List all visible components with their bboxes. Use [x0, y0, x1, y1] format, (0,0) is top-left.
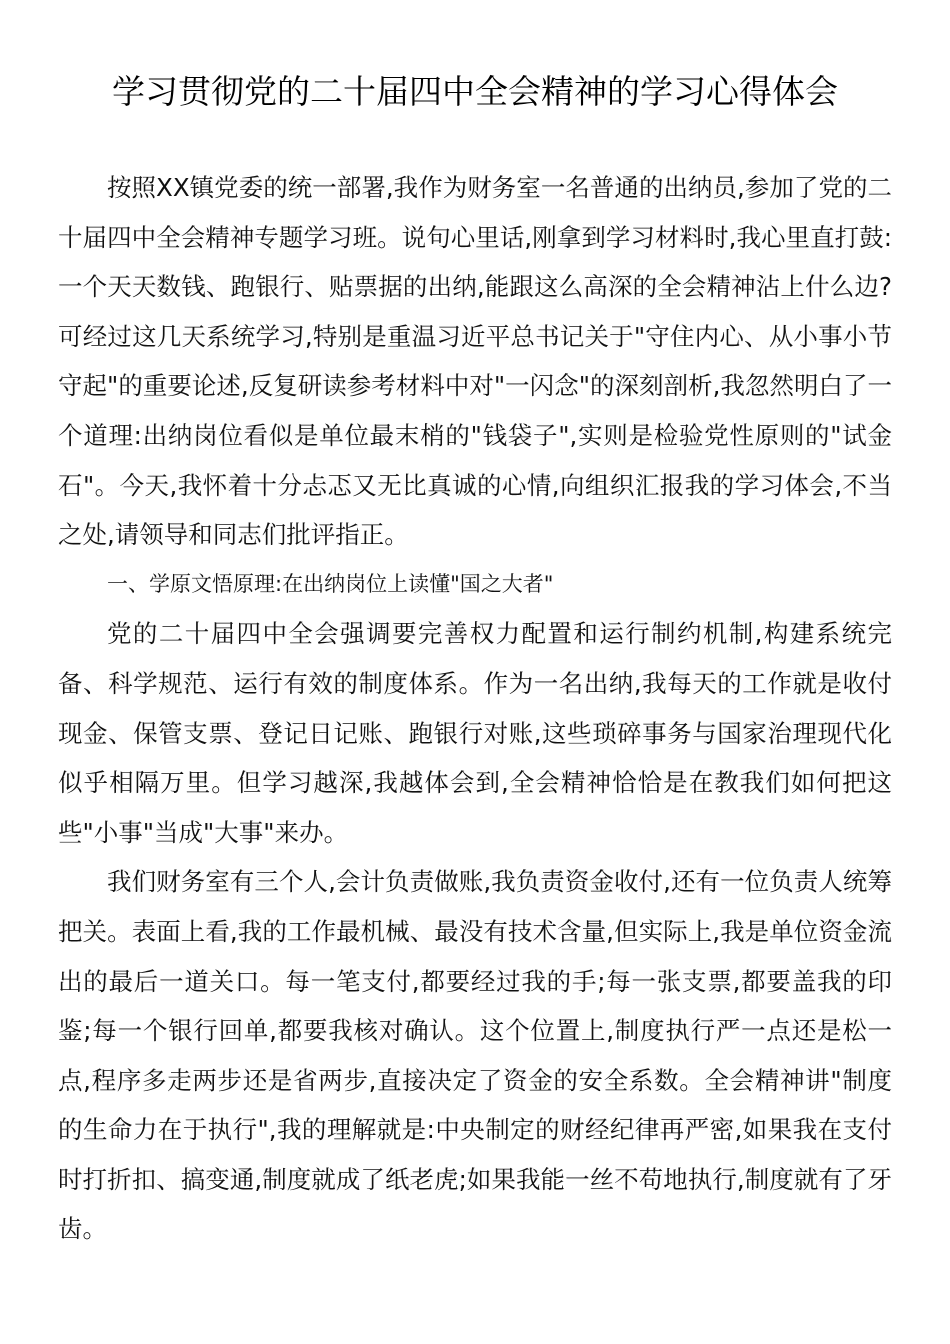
document-body — [58, 163, 892, 1254]
paragraph-intro: 按照XX镇党委的统一部署,我作为财务室一名普通的出纳员,参加了党的二十届四中全会精神专题学习班。说句心里话,刚拿到学习材料时,我心里直打鼓:一个天天数钱、跑银行、贴票据的出纳,能跟这么高深的全会精神沾上什么边?可经过这几天系统学习,特别是重温习近平总书记关于"守住内心、从小事小节守起"的重要论述,反复研读参考材料中对"一闪念"的深刻剖析,我忽然明白了一个道理:出纳岗位看似是单位最末梢的"钱袋子",实则是检验党性原则的"试金石"。今天,我怀着十分忐忑又无比真诚的心情,向组织汇报我的学习体会,不当之处,请领导和同志们批评指正。 — [58, 173, 892, 550]
paragraph-section1-1: 党的二十届四中全会强调要完善权力配置和运行制约机制,构建系统完备、科学规范、运行有效的制度体系。作为一名出纳,我每天的工作就是收付现金、保管支票、登记日记账、跑银行对账,这些琐碎事务与国家治理现代化似乎相隔万里。但学习越深,我越体会到,全会精神恰恰是在教我们如何把这些"小事"当成"大事"来办。 — [58, 619, 892, 847]
section-heading-1: 一、学原文悟原理:在出纳岗位上读懂"国之大者" — [107, 571, 554, 596]
paragraph-section1-2: 我们财务室有三个人,会计负责做账,我负责资金收付,还有一位负责人统筹把关。表面上看,我的工作最机械、最没有技术含量,但实际上,我是单位资金流出的最后一道关口。每一笔支付,都要经过我的手;每一张支票,都要盖我的印鉴;每一个银行回单,都要我核对确认。这个位置上,制度执行严一点还是松一点,程序多走两步还是省两步,直接决定了资金的安全系数。全会精神讲"制度的生命力在于执行",我的理解就是:中央制定的财经纪律再严密,如果我在支付时打折扣、搞变通,制度就成了纸老虎;如果我能一丝不苟地执行,制度就有了牙齿。 — [58, 867, 892, 1244]
document-title: 学习贯彻党的二十届四中全会精神的学习心得体会 — [112, 72, 838, 111]
